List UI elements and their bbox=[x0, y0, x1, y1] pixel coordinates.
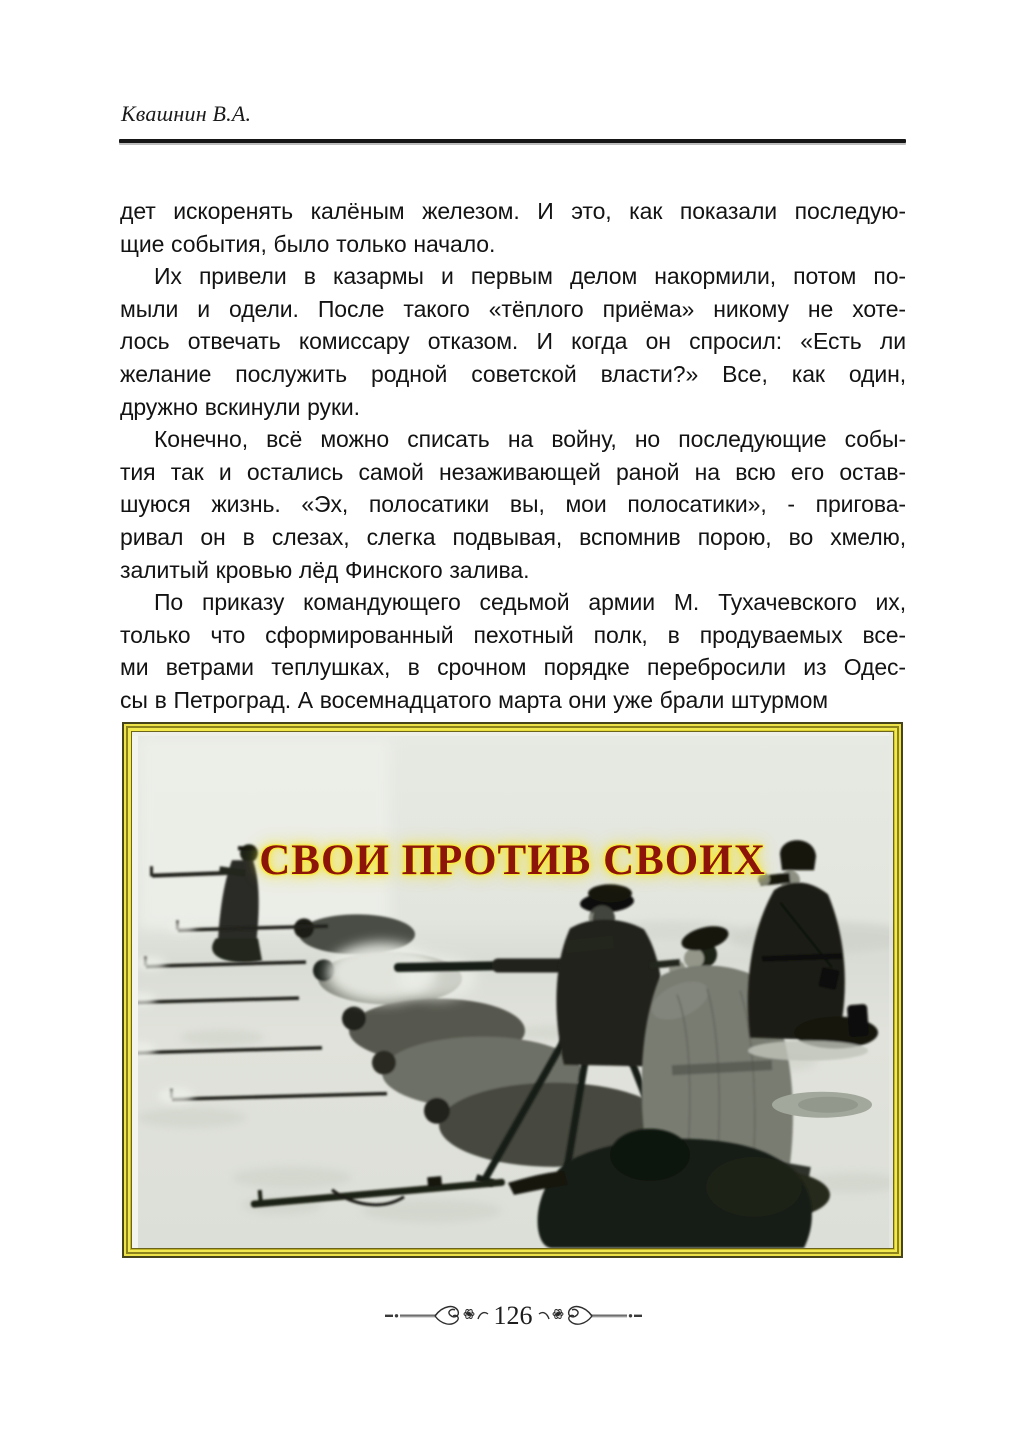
footer-flourish-left bbox=[385, 1299, 489, 1333]
paragraph bbox=[120, 195, 906, 260]
war-photo-art bbox=[132, 732, 893, 1248]
text-line: щие события, было только начало. bbox=[120, 230, 496, 257]
war-photo bbox=[131, 731, 894, 1249]
text-line: ривал он в слезах, слегка подвывая, вспомнив порою, во хмелю, bbox=[120, 523, 906, 550]
body-text bbox=[120, 195, 906, 717]
photo-overlay-title: СВОИ ПРОТИВ СВОИХ bbox=[259, 837, 766, 884]
text-line: лось отвечать комиссару отказом. И когда он спросил: «Есть ли bbox=[120, 328, 906, 355]
paragraph bbox=[120, 586, 906, 716]
text-line: дружно вскинули руки. bbox=[120, 393, 360, 420]
text-line: дет искоренять калёным железом. И это, как показали последую- bbox=[120, 198, 906, 224]
text-line: только что сформированный пехотный полк, в продуваемых все- bbox=[120, 621, 906, 648]
text-line: Конечно, всё можно списать на войну, но последующие собы- bbox=[154, 426, 906, 453]
text-line: мыли и одели. После такого «тёплого приёма» никому не хоте- bbox=[120, 295, 906, 322]
text-line: По приказу командующего седьмой армии М. Тухачевского их, bbox=[154, 589, 906, 616]
running-header-author: Квашнин В.А. bbox=[121, 101, 252, 126]
text-line: залитый кровью лёд Финского залива. bbox=[120, 556, 530, 583]
page-number: 126 bbox=[493, 1301, 533, 1330]
footer-flourish-right bbox=[538, 1299, 642, 1333]
text-line: шуюся жизнь. «Эх, полосатики вы, мои полосатики», - пригова- bbox=[120, 491, 906, 518]
text-line: ми ветрами теплушках, в срочном порядке перебросили из Одес- bbox=[120, 654, 906, 681]
paragraph bbox=[120, 260, 906, 423]
paragraph bbox=[120, 423, 906, 586]
text-line: Их привели в казармы и первым делом накормили, потом по- bbox=[154, 263, 906, 290]
text-line: тия так и остались самой незаживающей раной на всю его остав- bbox=[120, 458, 906, 485]
header-rule bbox=[119, 139, 906, 143]
text-line: желание послужить родной советской власти?» Все, как один, bbox=[120, 360, 906, 387]
page-footer bbox=[0, 1298, 1026, 1334]
photo-frame bbox=[122, 722, 903, 1258]
text-line: сы в Петроград. А восемнадцатого марта они уже брали штурмом bbox=[120, 686, 828, 713]
